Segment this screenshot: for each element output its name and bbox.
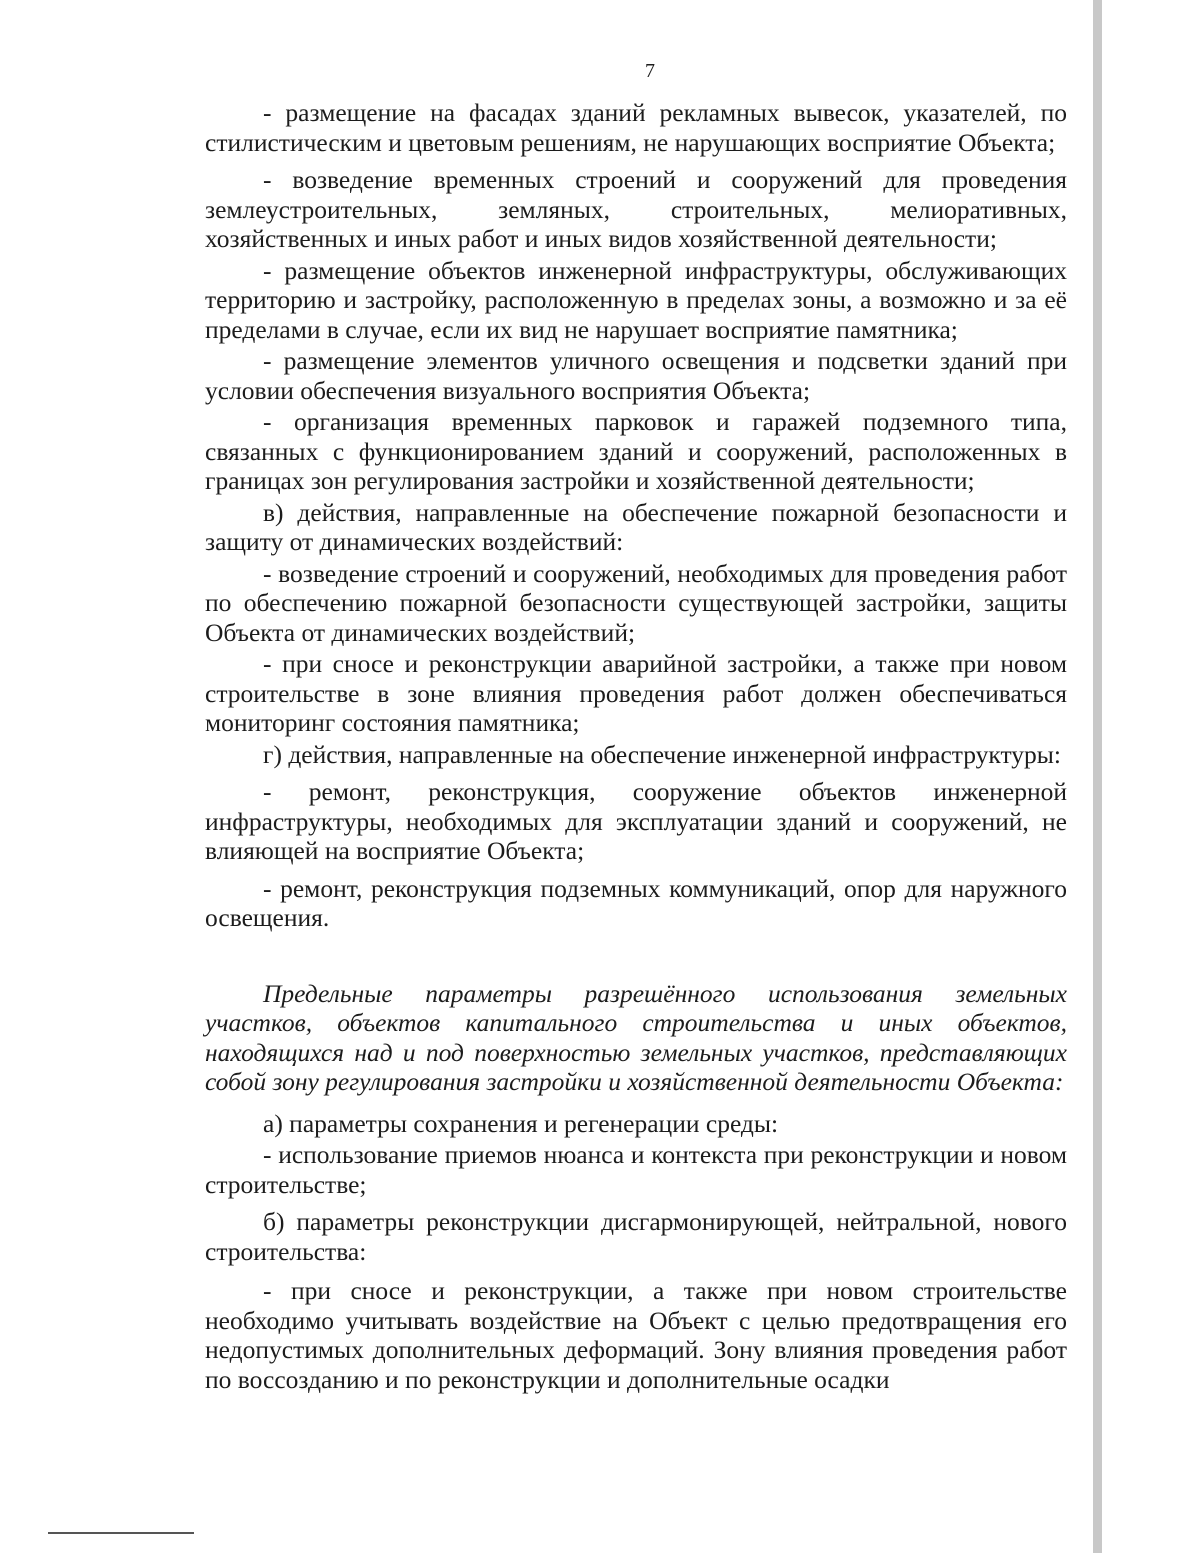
paragraph: - размещение объектов инженерной инфраструктуры, обслуживающих территорию и застройку, расположенную в пределах зоны, а возможно и за её пределами в случае, если их вид не нарушает восприятие памятника; (205, 255, 1067, 344)
paragraph: - при сносе и реконструкции аварийной застройки, а также при новом строительстве в зоне влияния проведения работ должен обеспечиваться мониторинг состояния памятника; (205, 649, 1067, 737)
paragraph: б) параметры реконструкции дисгармонирующей, нейтральной, нового строительства: (205, 1207, 1067, 1266)
paragraph: - ремонт, реконструкция, сооружение объектов инженерной инфраструктуры, необходимых для эксплуатации зданий и сооружений, не влияющей на восприятие Объекта; (205, 777, 1067, 865)
paragraph: - размещение на фасадах зданий рекламных вывесок, указателей, по стилистическим и цветовым решениям, не нарушающих восприятие Объекта; (205, 98, 1067, 157)
document-body (205, 98, 1067, 1396)
footnote-rule (48, 1532, 194, 1534)
paragraph: - возведение строений и сооружений, необходимых для проведения работ по обеспечению пожарной безопасности существующей застройки, защиты Объекта от динамических воздействий; (205, 558, 1067, 647)
paragraph: г) действия, направленные на обеспечение инженерной инфраструктуры: (263, 739, 1061, 769)
paragraph: - при сносе и реконструкции, а также при новом строительстве необходимо учитывать воздействие на Объект с целью предотвращения его недопустимых дополнительных деформаций. Зону влияния проведения работ по воссозданию и по реконструкции и дополнительные осадки (205, 1276, 1067, 1394)
paragraph: - размещение элементов уличного освещения и подсветки зданий при условии обеспечения визуального восприятия Объекта; (205, 346, 1067, 405)
paragraph: - организация временных парковок и гаражей подземного типа, связанных с функционированием зданий и сооружений, расположенных в границах зон регулирования застройки и хозяйственной деятельности; (205, 407, 1067, 495)
paragraph: в) действия, направленные на обеспечение пожарной безопасности и защиту от динамических воздействий: (205, 497, 1067, 556)
paragraph: - использование приемов нюанса и контекста при реконструкции и новом строительстве; (205, 1140, 1067, 1199)
paragraph: - ремонт, реконструкция подземных коммуникаций, опор для наружного освещения. (205, 873, 1067, 932)
section-heading: Предельные параметры разрешённого использования земельных участков, объектов капитального строительства и иных объектов, находящихся над и под поверхностью земельных участков, представляющих собой зону регулирования застройки и хозяйственной деятельности Объекта: (205, 978, 1067, 1096)
paragraph: - возведение временных строений и сооружений для проведения землеустроительных, земляных, строительных, мелиоративных, хозяйственных и иных работ и иных видов хозяйственной деятельности; (205, 165, 1067, 253)
scan-edge-shadow (1093, 0, 1102, 1553)
paragraph: а) параметры сохранения и регенерации среды: (263, 1108, 779, 1138)
page-number: 7 (645, 60, 655, 82)
